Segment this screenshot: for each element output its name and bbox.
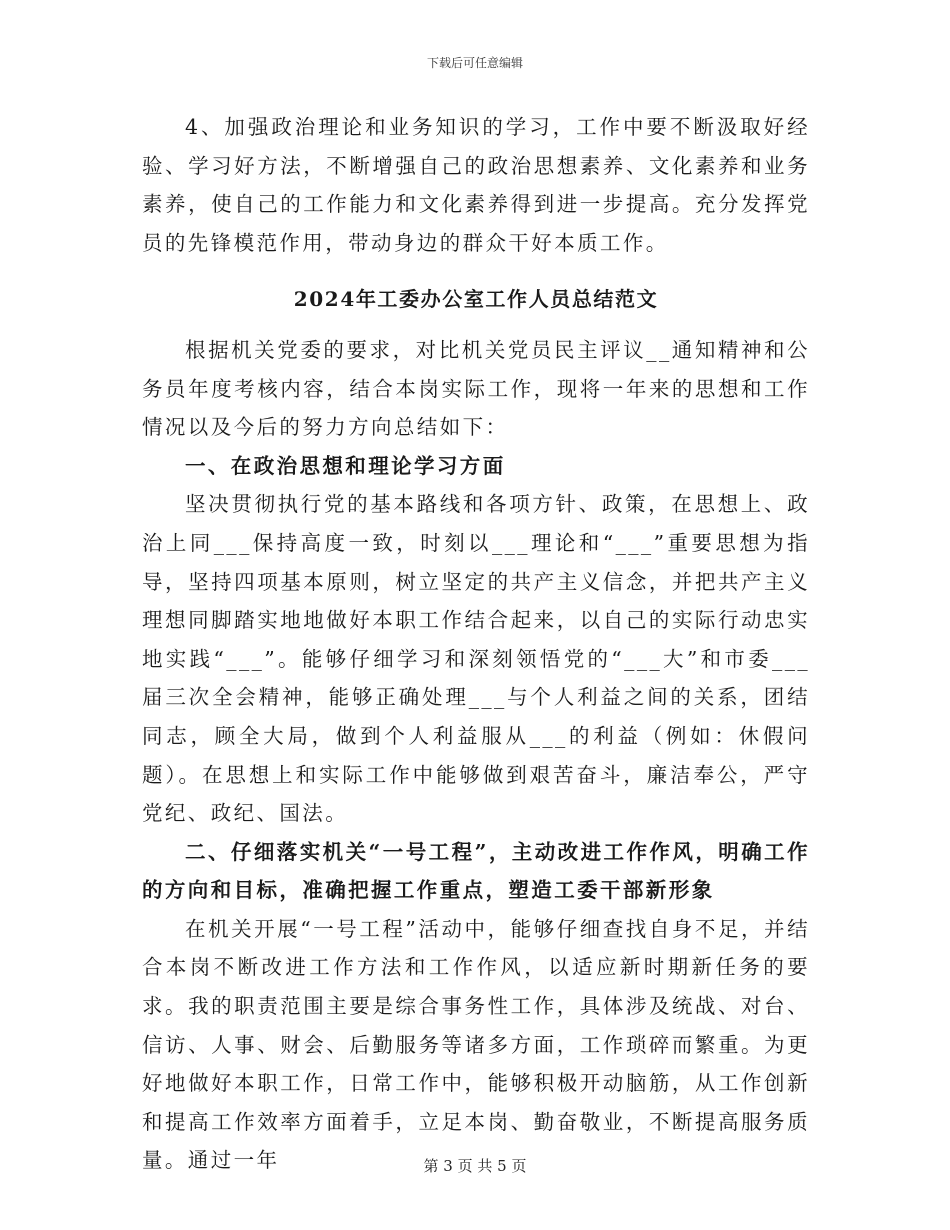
intro-paragraph: 根据机关党委的要求，对比机关党员民主评议__通知精神和公务员年度考核内容，结合本岗实际工作，现将一年来的思想和工作情况以及今后的努力方向总结如下： (142, 337, 810, 440)
page-number-footer: 第 3 页 共 5 页 (423, 1157, 527, 1175)
document-title: 2024年工委办公室工作人员总结范文 (293, 287, 659, 312)
section-heading-1: 一、在政治思想和理论学习方面 (185, 453, 506, 478)
paragraph-item-4: 4、加强政治理论和业务知识的学习，工作中要不断汲取好经验、学习好方法，不断增强自己的政治思想素养、文化素养和业务素养，使自己的工作能力和文化素养得到进一步提高。充分发挥党员的先锋模范作用，带动身边的群众干好本质工作。 (142, 115, 810, 255)
section-heading-2: 二、仔细落实机关“一号工程”，主动改进工作作风，明确工作的方向和目标，准确把握工作重点，塑造工委干部新形象 (142, 839, 810, 903)
header-note: 下载后可任意编辑 (426, 56, 523, 70)
section-2-paragraph: 在机关开展“一号工程”活动中，能够仔细查找自身不足，并结合本岗不断改进工作方法和工作作风，以适应新时期新任务的要求。我的职责范围主要是综合事务性工作，具体涉及统战、对台、信访、人事、财会、后勤服务等诸多方面，工作琐碎而繁重。为更好地做好本职工作，日常工作中，能够积极开动脑筋，从工作创新和提高工作效率方面着手，立足本岗、勤奋敬业，不断提高服务质量。通过一年 (142, 916, 810, 1173)
document-body (142, 108, 810, 1180)
section-1-paragraph: 坚决贯彻执行党的基本路线和各项方针、政策，在思想上、政治上同___保持高度一致，时刻以___理论和“___”重要思想为指导，坚持四项基本原则，树立坚定的共产主义信念，并把共产主义理想同脚踏实地地做好本职工作结合起来，以自己的实际行动忠实地实践“___”。能够仔细学习和深刻领悟党的“___大”和市委___届三次全会精神，能够正确处理___与个人利益之间的关系，团结同志，顾全大局，做到个人利益服从___的利益（例如：休假问题）。在思想上和实际工作中能够做到艰苦奋斗，廉洁奉公，严守党纪、政纪、国法。 (142, 492, 810, 826)
